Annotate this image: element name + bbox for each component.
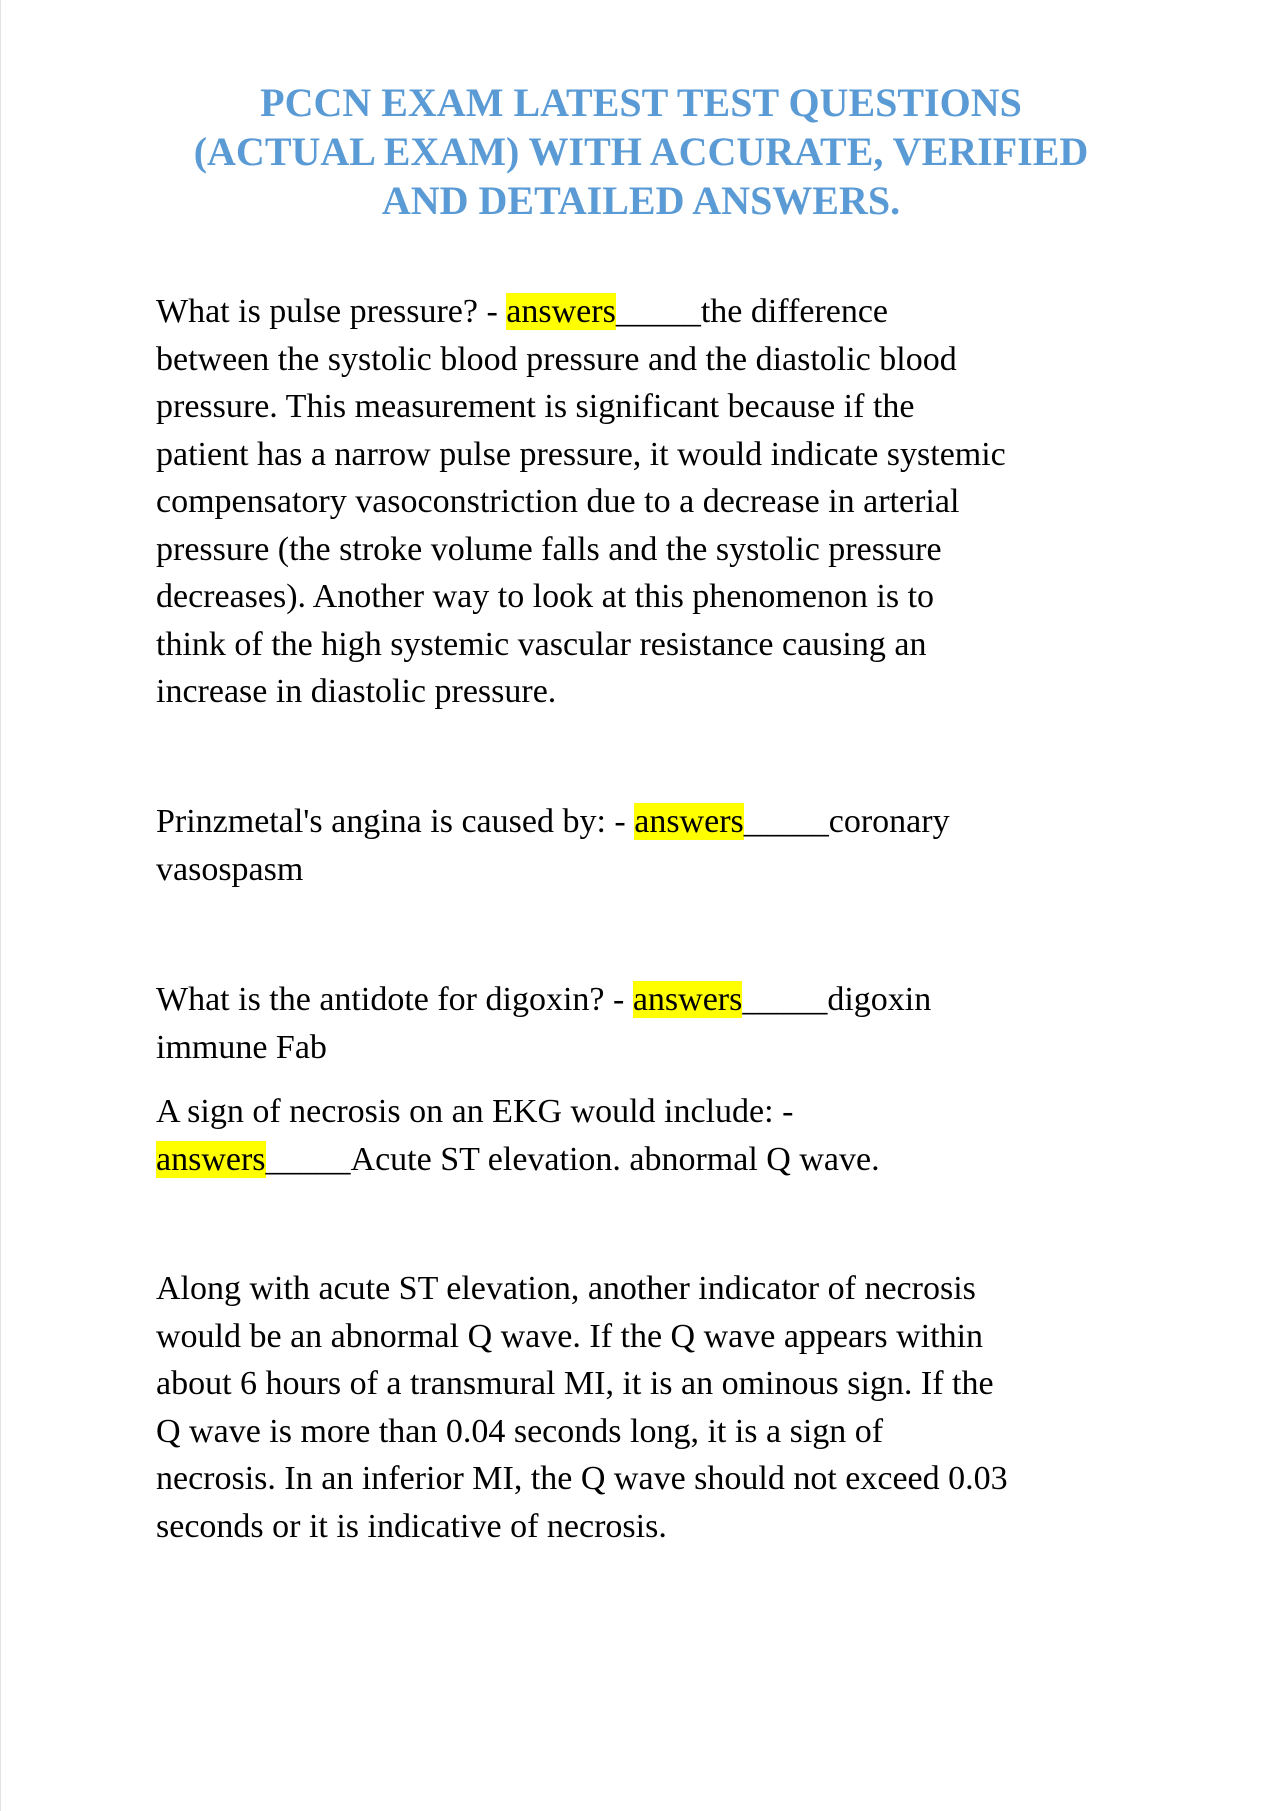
answer-line: patient has a narrow pulse pressure, it would indicate systemic <box>156 435 1006 473</box>
answer-line: pressure. This measurement is significant because if the <box>156 388 915 425</box>
text-line: Along with acute ST elevation, another indicator of necrosis <box>156 1270 976 1307</box>
text-line: seconds or it is indicative of necrosis. <box>156 1507 667 1545</box>
text-line: would be an abnormal Q wave. If the Q wave appears within <box>156 1317 984 1355</box>
title-line: PCCN EXAM LATEST TEST QUESTIONS <box>260 80 1022 125</box>
title-line: (ACTUAL EXAM) WITH ACCURATE, VERIFIED <box>193 129 1089 174</box>
necrosis-explanation <box>156 1265 1008 1550</box>
qa-pulse-pressure <box>156 288 1006 716</box>
answer-text: _____digoxin <box>742 981 932 1018</box>
text-line: Q wave is more than 0.04 seconds long, it is a sign of <box>156 1412 884 1450</box>
answer-line: compensatory vasoconstriction due to a decrease in arterial <box>156 483 960 520</box>
qa-necrosis-ekg <box>156 1088 880 1183</box>
answers-highlight: answers <box>506 293 616 330</box>
answer-line: pressure (the stroke volume falls and the systolic pressure <box>156 530 942 568</box>
question-text: Prinzmetal's angina is caused by: - <box>156 803 635 840</box>
title-line: AND DETAILED ANSWERS. <box>381 178 901 223</box>
answers-highlight: answers <box>634 803 744 840</box>
text-line: necrosis. In an inferior MI, the Q wave should not exceed 0.03 <box>156 1460 1008 1497</box>
answer-text: _____Acute ST elevation. abnormal Q wave. <box>265 1140 880 1178</box>
answer-line: immune Fab <box>156 1028 327 1066</box>
answer-line: increase in diastolic pressure. <box>156 673 557 710</box>
answer-line: decreases). Another way to look at this phenomenon is to <box>156 578 935 615</box>
text-line: about 6 hours of a transmural MI, it is an ominous sign. If the <box>156 1365 994 1402</box>
question-text: What is the antidote for digoxin? - <box>156 981 633 1018</box>
answer-line: between the systolic blood pressure and the diastolic blood <box>156 340 957 378</box>
answer-text: _____coronary <box>743 803 950 840</box>
answer-line: vasospasm <box>156 850 304 888</box>
question-text: A sign of necrosis on an EKG would include: - <box>156 1093 794 1130</box>
answer-text: _____the difference <box>615 293 889 330</box>
answers-highlight: answers <box>632 981 743 1018</box>
answer-line: think of the high systemic vascular resistance causing an <box>156 625 927 663</box>
answers-highlight: answers <box>156 1140 266 1178</box>
qa-prinzmetal <box>156 798 950 893</box>
question-text: What is pulse pressure? - <box>156 293 507 330</box>
qa-digoxin <box>156 976 931 1071</box>
document-title <box>1 78 1280 225</box>
